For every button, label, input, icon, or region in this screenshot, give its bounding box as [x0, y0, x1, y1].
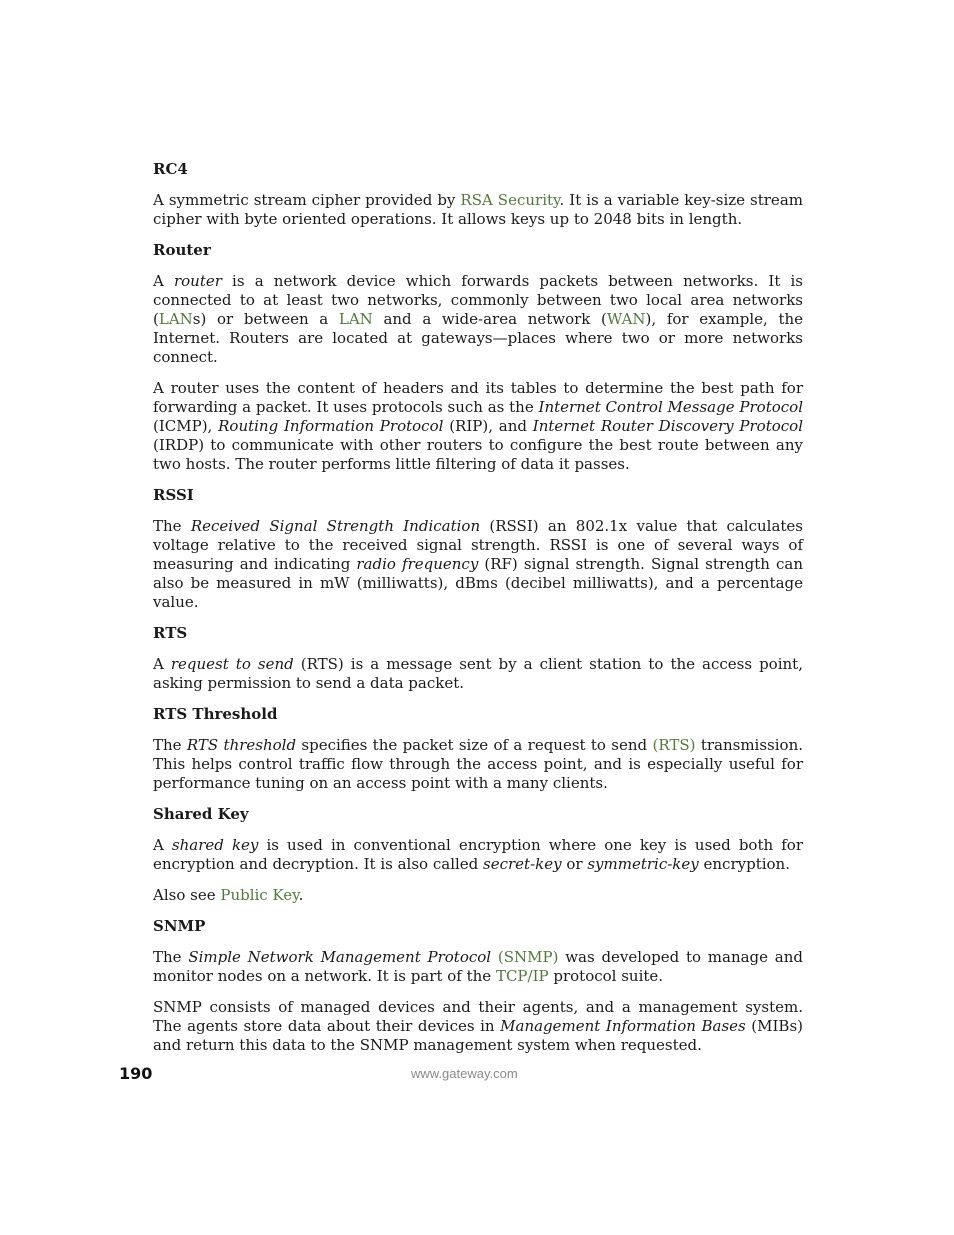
glossary-term: RC4	[153, 160, 188, 178]
italic-term: secret-key	[483, 855, 562, 873]
glossary-entry	[153, 486, 803, 612]
text-run: (ICMP),	[153, 417, 219, 435]
definition-paragraph	[153, 886, 803, 905]
glossary-term: RTS Threshold	[153, 705, 278, 723]
page-number: 190	[119, 1064, 153, 1083]
cross-reference-link[interactable]: RSA Security	[460, 191, 560, 209]
text-run: A symmetric stream cipher provided by	[153, 191, 461, 209]
glossary-term: Router	[153, 241, 211, 259]
glossary-term: SNMP	[153, 917, 206, 935]
glossary-content	[153, 160, 803, 1067]
text-run: (RF) signal strength. Signal strength can also be measured in mW (milliwatts), dBms (decibel milliwatts), and a percentage value.	[153, 555, 803, 611]
text-run: The	[153, 736, 187, 754]
text-run: and a wide-area network (	[372, 310, 607, 328]
glossary-entry	[153, 705, 803, 793]
italic-term: Routing Information Protocol	[218, 417, 444, 435]
italic-term: RTS threshold	[186, 736, 297, 754]
cross-reference-link[interactable]: (RTS)	[652, 736, 696, 754]
text-run: .	[298, 886, 304, 904]
italic-term: Internet Control Message Protocol	[538, 398, 803, 416]
text-run: transmission. This helps control traffic flow through the access point, and is especially useful for performance tuning on an access point with a many clients.	[153, 736, 804, 792]
definition-paragraph	[153, 736, 803, 793]
italic-term: Received Signal Strength Indication	[190, 517, 481, 535]
text-run	[491, 948, 498, 966]
italic-term: shared key	[171, 836, 259, 854]
text-run: s) or between a	[192, 310, 339, 328]
text-run: was developed to manage and monitor nodes on a network. It is part of the	[153, 948, 803, 985]
cross-reference-link[interactable]: Public Key	[220, 886, 299, 904]
definition-paragraph	[153, 517, 803, 612]
glossary-entry	[153, 624, 803, 693]
definition-paragraph	[153, 272, 803, 367]
italic-term: symmetric-key	[587, 855, 699, 873]
glossary-entry	[153, 805, 803, 905]
text-run: Also see	[153, 886, 221, 904]
italic-term: router	[173, 272, 222, 290]
glossary-term: Shared Key	[153, 805, 249, 823]
italic-term: request to send	[170, 655, 294, 673]
text-run: or	[561, 855, 588, 873]
text-run: (RSSI) an 802.1x value that calculates voltage relative to the received signal strength. RSSI is one of several ways of measuring and indicating	[153, 517, 803, 573]
glossary-entry	[153, 917, 803, 1055]
cross-reference-link[interactable]: WAN	[606, 310, 646, 328]
definition-paragraph	[153, 655, 803, 693]
text-run: A router uses the content of headers and its tables to determine the best path for forwarding a packet. It uses protocols such as the	[153, 379, 803, 416]
text-run: . It is a variable key-size stream cipher with byte oriented operations. It allows keys up to 2048 bits in length.	[153, 191, 803, 228]
glossary-entry	[153, 241, 803, 474]
definition-paragraph	[153, 948, 803, 986]
definition-paragraph	[153, 998, 803, 1055]
definition-paragraph	[153, 379, 803, 474]
text-run: A	[153, 272, 174, 290]
text-run: (MIBs) and return this data to the SNMP management system when requested.	[153, 1017, 803, 1054]
text-run: protocol suite.	[548, 967, 664, 985]
cross-reference-link[interactable]: TCP/IP	[495, 967, 549, 985]
cross-reference-link[interactable]: LAN	[338, 310, 373, 328]
glossary-entry	[153, 160, 803, 229]
text-run: (RTS) is a message sent by a client station to the access point, asking permission to send a data packet.	[153, 655, 803, 692]
text-run: encryption.	[698, 855, 790, 873]
italic-term: radio frequency	[356, 555, 479, 573]
cross-reference-link[interactable]: (SNMP)	[497, 948, 559, 966]
text-run: The	[153, 517, 191, 535]
text-run: SNMP consists of managed devices and their agents, and a management system. The agents store data about their devices in	[153, 998, 803, 1035]
glossary-term: RTS	[153, 624, 188, 642]
text-run: (IRDP) to communicate with other routers to configure the best route between any two hosts. The router performs little filtering of data it passes.	[153, 436, 803, 473]
cross-reference-link[interactable]: LAN	[158, 310, 193, 328]
definition-paragraph	[153, 191, 803, 229]
text-run: A	[153, 836, 172, 854]
definition-paragraph	[153, 836, 803, 874]
text-run: is a network device which forwards packets between networks. It is connected to at least two networks, commonly between two local area networks (	[153, 272, 804, 328]
italic-term: Simple Network Management Protocol	[188, 948, 492, 966]
text-run: specifies the packet size of a request to send	[296, 736, 653, 754]
text-run: A	[153, 655, 171, 673]
footer-url: www.gateway.com	[411, 1066, 518, 1081]
text-run: ), for example, the Internet. Routers are located at gateways—places where two or more networks connect.	[153, 310, 804, 366]
text-run: (RIP), and	[443, 417, 533, 435]
glossary-term: RSSI	[153, 486, 194, 504]
italic-term: Internet Router Discovery Protocol	[532, 417, 804, 435]
text-run: The	[153, 948, 189, 966]
italic-term: Management Information Bases	[500, 1017, 746, 1035]
text-run: is used in conventional encryption where one key is used both for encryption and decryption. It is also called	[153, 836, 803, 873]
